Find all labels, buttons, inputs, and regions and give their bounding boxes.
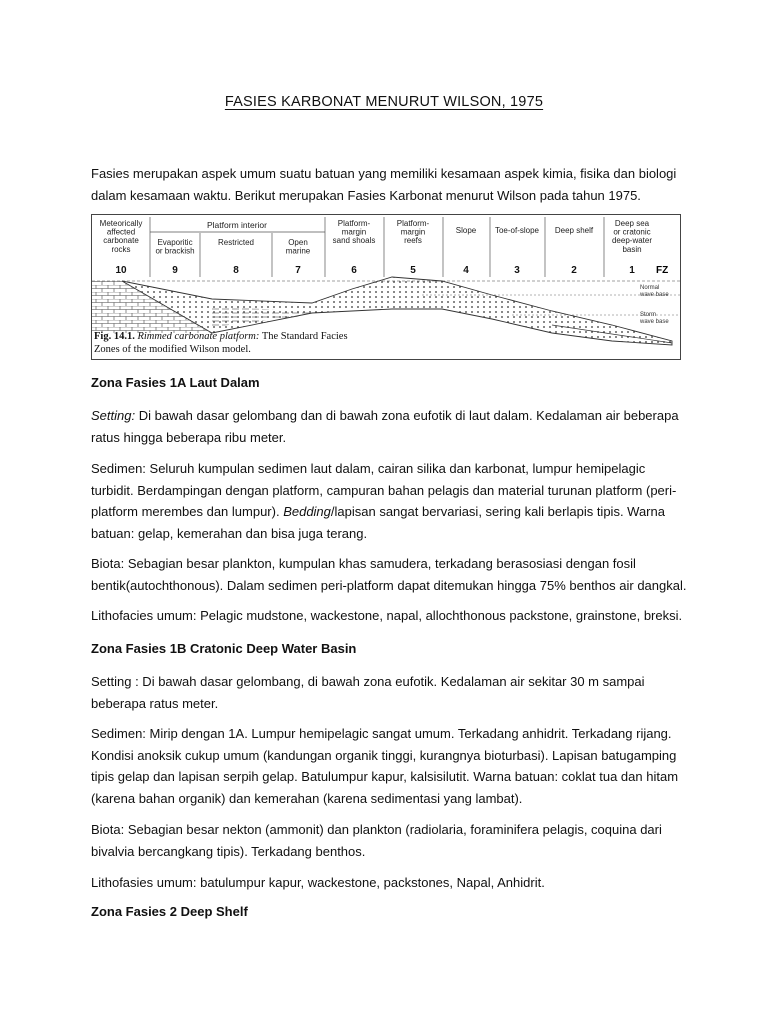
facies-column-label: Meteorically xyxy=(99,219,143,228)
facies-column-label: Platform- xyxy=(337,219,371,228)
fz-label: FZ xyxy=(656,265,669,276)
z1a-sedimen-paragraph: Sedimen: Seluruh kumpulan sedimen laut dalam, cairan silika dan karbonat, lumpur hemipelagic turbidit. Berdampingan dengan platform, campuran bahan pelagis dan material turunan platform (peri- platform merembes dan lumpur). Bedding/lapisan sangat bervariasi, sering kali berlapis tipis. Warna batuan: gelap, kemerahan dan bisa juga terang. xyxy=(91,461,677,541)
intro-line-2: dalam kesamaan waktu. Berikut merupakan Fasies Karbonat menurut Wilson pada tahun 1975. xyxy=(91,187,641,203)
wilson-facies-figure xyxy=(91,214,681,360)
facies-column-label: or brackish xyxy=(155,246,195,256)
facies-column-label: Deep shelf xyxy=(554,226,594,235)
figure-caption: Fig. 14.1. Rimmed carbonate platform: The Standard Facies Zones of the modified Wilson model. xyxy=(94,331,348,355)
facies-zone-number: 8 xyxy=(233,265,239,276)
heading-zona-1b: Zona Fasies 1B Cratonic Deep Water Basin xyxy=(91,641,357,656)
facies-zone-number: 6 xyxy=(351,265,357,276)
facies-column-label: Open xyxy=(288,238,308,247)
intro-line-1: Fasies merupakan aspek umum suatu batuan yang memiliki kesamaan aspek kimia, fisika dan biologi xyxy=(91,166,677,181)
facies-zone-number: 3 xyxy=(514,265,520,276)
normal-wave-base-line1: Normal xyxy=(640,285,660,291)
storm-wave-base-line1: Storm xyxy=(640,312,657,318)
facies-column-label: sand shoals xyxy=(332,236,376,246)
heading-zona-2: Zona Fasies 2 Deep Shelf xyxy=(91,904,248,919)
facies-zone-number: 4 xyxy=(463,265,469,276)
facies-column-label: reefs xyxy=(404,236,422,246)
facies-column-label: Toe-of-slope xyxy=(494,226,540,235)
facies-column-label: affected xyxy=(106,227,136,237)
facies-column-label: rocks xyxy=(111,244,131,254)
z1a-setting-paragraph: Setting: Di bawah dasar gelombang dan di bawah zona eufotik di laut dalam. Kedalaman air beberapa ratus hingga beberapa ribu meter. xyxy=(91,408,679,445)
z1b-biota-paragraph: Biota: Sebagian besar nekton (ammonit) dan plankton (radiolaria, foraminifera pelagis, coquina dari bivalvia bercangkang tipis). Terkadang benthos. xyxy=(91,822,662,859)
z1b-setting-paragraph: Setting : Di bawah dasar gelombang, di bawah zona eufotik. Kedalaman air sekitar 30 m sampai beberapa ratus meter. xyxy=(91,674,645,711)
intro-paragraph xyxy=(91,163,691,206)
facies-column-label: Deep sea xyxy=(614,219,650,228)
storm-wave-base-line2: wave base xyxy=(640,319,669,325)
facies-zone-number: 2 xyxy=(571,265,577,276)
normal-wave-base-line2: wave base xyxy=(640,292,669,298)
facies-column-label: basin xyxy=(622,244,642,254)
z1a-biota-paragraph: Biota: Sebagian besar plankton, kumpulan khas samudera, terkadang berasosiasi dengan fosil bentik(autochthonous). Dalam sedimen peri-platform dapat ditemukan hingga 75% benthos air dangkal. xyxy=(91,556,687,593)
facies-column-label: margin xyxy=(400,227,426,237)
platform-interior-label: Platform interior xyxy=(207,220,267,230)
facies-column-label: Evaporitic xyxy=(157,238,193,247)
z1b-lithofacies: Lithofasies umum: batulumpur kapur, wackestone, packstones, Napal, Anhidrit. xyxy=(91,875,545,890)
facies-column-label: or cratonic xyxy=(613,227,651,237)
facies-column-label: marine xyxy=(285,246,311,256)
facies-column-label: Platform- xyxy=(396,219,430,228)
facies-zone-number: 5 xyxy=(410,265,416,276)
z1b-sedimen-paragraph: Sedimen: Mirip dengan 1A. Lumpur hemipelagic sangat umum. Terkadang anhidrit. Terkadang rijang. Kondisi anoksik cukup umum (kandungan organik tinggi, kurangnya bioturbasi). Lapisan batugamping tipis gelap dan lapisan serpih gelap. Batulumpur kapur, kalsisilutit. Warna batuan: coklat tua dan hitam (karena bahan organik) dan kemerahan (karena sedimentasi yang lambat). xyxy=(91,726,679,806)
facies-zone-number: 10 xyxy=(115,265,127,276)
heading-zona-1a: Zona Fasies 1A Laut Dalam xyxy=(91,375,260,390)
facies-column-label: Slope xyxy=(455,226,477,235)
facies-column-label: margin xyxy=(341,227,367,237)
document-title: FASIES KARBONAT MENURUT WILSON, 1975 xyxy=(224,94,544,110)
facies-zone-number: 7 xyxy=(295,265,301,276)
facies-column-label: carbonate xyxy=(103,236,139,246)
facies-zone-number: 1 xyxy=(629,265,635,276)
facies-column-label: Restricted xyxy=(217,238,255,247)
z1a-lithofacies: Lithofacies umum: Pelagic mudstone, wackestone, napal, allochthonous packstone, grainstone, breksi. xyxy=(91,608,683,623)
facies-zone-number: 9 xyxy=(172,265,178,276)
facies-column-label: deep-water xyxy=(611,236,653,246)
